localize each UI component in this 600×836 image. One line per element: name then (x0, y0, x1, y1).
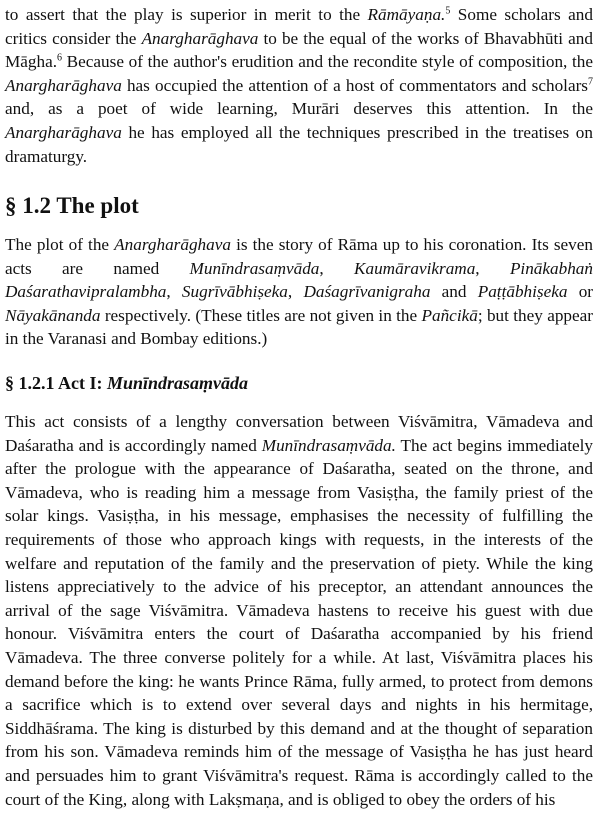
act-title: Pinākabhaṅ (509, 258, 593, 278)
act-title: Munīndrasaṃvāda. (261, 435, 396, 455)
text-run: , (287, 282, 304, 302)
text-run: or (567, 282, 594, 302)
footnote-marker: 5 (445, 5, 451, 17)
text-run: and (430, 282, 478, 302)
subsection-heading (5, 371, 248, 395)
work-title-pancika: Pañcikā (421, 305, 478, 325)
work-title-anargharaghava: Anargharāghava (114, 235, 231, 254)
text-run: , (319, 258, 355, 278)
subsection-heading-title: Munīndrasaṃvāda (107, 373, 249, 393)
work-title-anargharaghava: Anargharāghava (5, 75, 122, 95)
text-run: The plot of the (5, 235, 115, 254)
paragraph-intro (5, 3, 593, 168)
text-run: Because of the author's erudition and the recondite style of composition, the (62, 52, 593, 72)
paragraph-plot (5, 233, 593, 351)
text-run: to assert that the play is superior in merit to the (5, 5, 368, 24)
text-run: is the story of Rāma up to his coronation. Its seven acts are named (5, 235, 593, 278)
text-run: This act consists of a lengthy conversation between Viśvāmitra, Vāmadeva and Daśaratha and is accordingly named (5, 412, 593, 455)
text-run: , (166, 282, 182, 302)
act-title: Nāyakānanda (5, 305, 101, 325)
text-run: Some scholars and critics consider the (5, 5, 593, 48)
act-title: Daśagrīvanigraha (303, 282, 431, 302)
section-heading: § 1.2 The plot (5, 193, 139, 218)
act-title: Paṭṭābhiṣeka (477, 282, 568, 302)
footnote-marker: 7 (588, 76, 593, 88)
act-title: Munīndrasaṃvāda (189, 258, 320, 278)
text-run: has occupied the attention of a host of commentators and scholars (121, 75, 588, 95)
text-run: to be the equal of the works of Bhavabhūti and Māgha. (5, 28, 593, 72)
act-title: Sugrīvābhiṣeka (181, 282, 288, 302)
work-title-ramayana: Rāmāyaṇa. (367, 5, 446, 24)
text-run: he has employed all the techniques prescribed in the treatises on dramaturgy. (5, 122, 593, 166)
text-run: and, as a poet of wide learning, Murāri deserves this attention. In the (5, 99, 593, 119)
subsection-heading-prefix: § 1.2.1 Act I: (5, 373, 107, 393)
text-run: The act begins immediately after the prologue with the appearance of Daśaratha, seated on the throne, and Vāmadeva, who is reading him a message from Vasiṣṭha, the family priest of the solar kings. Vasiṣṭha, in his message, emphasises the necessity of fulfilling the requirements of those who approach kings with requests, in the interests of the welfare and reputation of the family and the preservation of piety. While the king listens appreciatively to the advice of his preceptor, an attendant announces the arrival of the sage Viśvāmitra. Vāmadeva hastens to receive his guest with due honour. Viśvāmitra enters the court of Daśaratha accompanied by his friend Vāmadeva. The three converse politely for a while. At last, Viśvāmitra places his demand before the king: he wants Prince Rāma, fully armed, to protect from demons a sacrifice which is to extend over several days and nights in his hermitage, Siddhāśrama. The king is disturbed by this demand and at the thought of separation from his son. Vāmadeva reminds him of the message of Vasiṣṭha he has just heard and persuades him to grant Viśvāmitra's request. Rāma is accordingly called to the court of the King, along with Lakṣmaṇa, and is obliged to obey the orders of his (5, 435, 593, 809)
act-title: Daśarathavipralambha (5, 282, 167, 302)
text-run: ; but they appear in the Varanasi and Bombay editions.) (5, 305, 593, 349)
footnote-marker: 6 (57, 52, 63, 64)
text-run: respectively. (These titles are not given in the (100, 305, 422, 325)
text-run: , (475, 258, 510, 278)
work-title-anargharaghava: Anargharāghava (141, 28, 259, 48)
paragraph-act-one (5, 410, 593, 811)
act-title: Kaumāravikrama (354, 258, 476, 278)
work-title-anargharaghava: Anargharāghava (5, 122, 122, 142)
